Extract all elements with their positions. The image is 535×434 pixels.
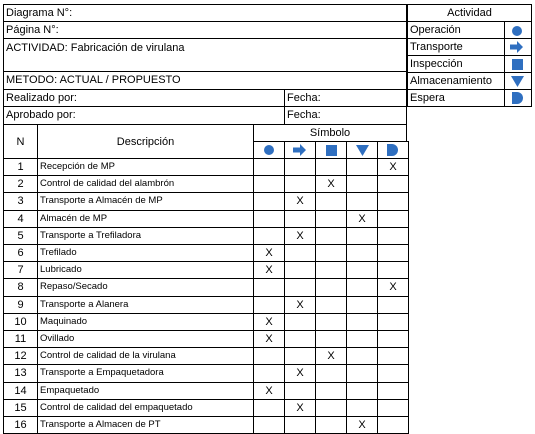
symbol-cell [377,382,409,400]
symbol-mark: X [296,195,304,207]
symbol-cell [315,261,347,279]
symbol-cell [315,399,347,417]
symbol-cell [346,399,378,417]
arrow-right-icon [293,144,307,156]
d-shape-icon [512,92,524,104]
symbol-cell [284,347,316,365]
row-description: Recepción de MP [40,161,115,172]
row-description: Ovillado [40,333,75,344]
row-number: 14 [14,385,27,397]
row-number: 9 [17,299,24,311]
symbol-cell [253,278,285,297]
made-by-label: Realizado por: [6,92,77,104]
symbol-cell [346,278,378,297]
symbol-cell [315,364,347,383]
symbol-cell [346,313,378,331]
diagram-number-label: Diagrama N°: [6,7,73,19]
row-number: 11 [14,333,27,345]
row-number: 12 [14,350,27,362]
page-number-label: Página N°: [6,24,59,36]
symbol-mark: X [265,247,273,259]
symbol-cell [253,399,285,417]
symbol-cell [284,278,316,297]
symbol-cell [346,227,378,245]
symbol-mark: X [265,333,273,345]
col-symbol-label: Símbolo [309,127,351,139]
circle-icon [511,25,523,37]
symbol-cell [284,175,316,193]
col-n-label: N [16,136,25,148]
row-number: 16 [14,419,27,431]
symbol-cell [377,244,409,262]
symbol-cell [284,416,316,434]
row-description: Almacén de MP [40,213,108,224]
symbol-cell [377,364,409,383]
method-label: METODO: ACTUAL / PROPUESTO [6,74,181,86]
row-description: Transporte a Trefiladora [40,230,142,241]
symbol-cell [377,175,409,193]
symbol-cell [377,416,409,434]
square-icon [326,145,337,156]
symbol-cell [346,296,378,314]
symbol-cell [315,278,347,297]
symbol-cell [377,330,409,348]
symbol-cell [253,175,285,193]
legend-label-operation: Operación [410,24,461,36]
row-description: Transporte a Alanera [40,299,129,310]
symbol-cell [253,227,285,245]
symbol-cell [284,244,316,262]
legend-label-wait: Espera [410,92,445,104]
row-description: Transporte a Empaquetadora [40,367,164,378]
row-number: 13 [14,367,27,379]
symbol-mark: X [265,264,273,276]
symbol-mark: X [358,419,366,431]
symbol-cell [346,382,378,400]
symbol-cell [253,416,285,434]
symbol-cell [377,192,409,211]
symbol-cell [315,416,347,434]
row-number: 4 [17,213,24,225]
symbol-cell [315,210,347,228]
row-description: Trefilado [40,247,77,258]
triangle-down-icon [511,76,524,87]
symbol-cell [315,158,347,176]
approved-by-label: Aprobado por: [6,109,76,121]
symbol-cell [284,330,316,348]
row-description: Transporte a Almacén de MP [40,195,163,206]
symbol-cell [377,399,409,417]
row-number: 2 [17,178,24,190]
symbol-cell [315,296,347,314]
symbol-cell [377,296,409,314]
symbol-cell [377,347,409,365]
row-number: 5 [17,230,24,242]
arrow-right-icon [510,41,524,53]
symbol-cell [284,382,316,400]
row-description: Maquinado [40,316,88,327]
symbol-mark: X [265,316,273,328]
symbol-cell [346,364,378,383]
symbol-cell [253,296,285,314]
symbol-cell [377,210,409,228]
row-number: 15 [14,402,27,414]
row-description: Control de calidad del alambrón [40,178,175,189]
page-number-row [3,21,407,39]
triangle-down-icon [356,145,369,156]
symbol-cell [284,261,316,279]
symbol-mark: X [296,367,304,379]
legend-label-storage: Almacenamiento [410,75,492,87]
symbol-cell [253,192,285,211]
symbol-cell [346,175,378,193]
date-label-1: Fecha: [287,92,321,104]
circle-icon [263,144,275,156]
symbol-cell [377,227,409,245]
symbol-cell [253,364,285,383]
symbol-cell [315,382,347,400]
row-description: Empaquetado [40,385,100,396]
symbol-cell [346,158,378,176]
symbol-cell [315,313,347,331]
square-icon [512,59,523,70]
symbol-cell [377,313,409,331]
symbol-mark: X [327,178,335,190]
row-description: Transporte a Almacen de PT [40,419,161,430]
symbol-mark: X [389,281,397,293]
row-number: 10 [14,316,27,328]
legend-label-inspection: Inspección [410,58,463,70]
symbol-cell [253,347,285,365]
symbol-mark: X [265,385,273,397]
d-shape-icon [387,144,399,156]
symbol-cell [346,330,378,348]
activity-label: ACTIVIDAD: Fabricación de virulana [6,42,185,54]
symbol-cell [315,192,347,211]
row-description: Control de calidad del empaquetado [40,402,193,413]
symbol-cell [315,244,347,262]
symbol-mark: X [327,350,335,362]
symbol-mark: X [296,230,304,242]
row-description: Repaso/Secado [40,281,108,292]
symbol-cell [284,158,316,176]
symbol-mark: X [358,213,366,225]
row-number: 3 [17,195,24,207]
symbol-cell [315,227,347,245]
symbol-cell [253,158,285,176]
symbol-cell [284,313,316,331]
symbol-mark: X [389,161,397,173]
symbol-cell [346,261,378,279]
symbol-mark: X [296,299,304,311]
row-number: 1 [17,161,24,173]
symbol-cell [315,330,347,348]
symbol-cell [346,192,378,211]
row-number: 7 [17,264,24,276]
date-label-2: Fecha: [287,109,321,121]
row-description: Lubricado [40,264,82,275]
row-description: Control de calidad de la virulana [40,350,176,361]
symbol-cell [284,210,316,228]
symbol-cell [346,244,378,262]
symbol-cell [346,347,378,365]
col-desc-label: Descripción [116,136,175,148]
legend-label-transport: Transporte [410,41,463,53]
symbol-mark: X [296,402,304,414]
row-number: 6 [17,247,24,259]
symbol-cell [253,210,285,228]
row-number: 8 [17,281,24,293]
legend-title: Actividad [447,7,492,19]
symbol-cell [377,261,409,279]
